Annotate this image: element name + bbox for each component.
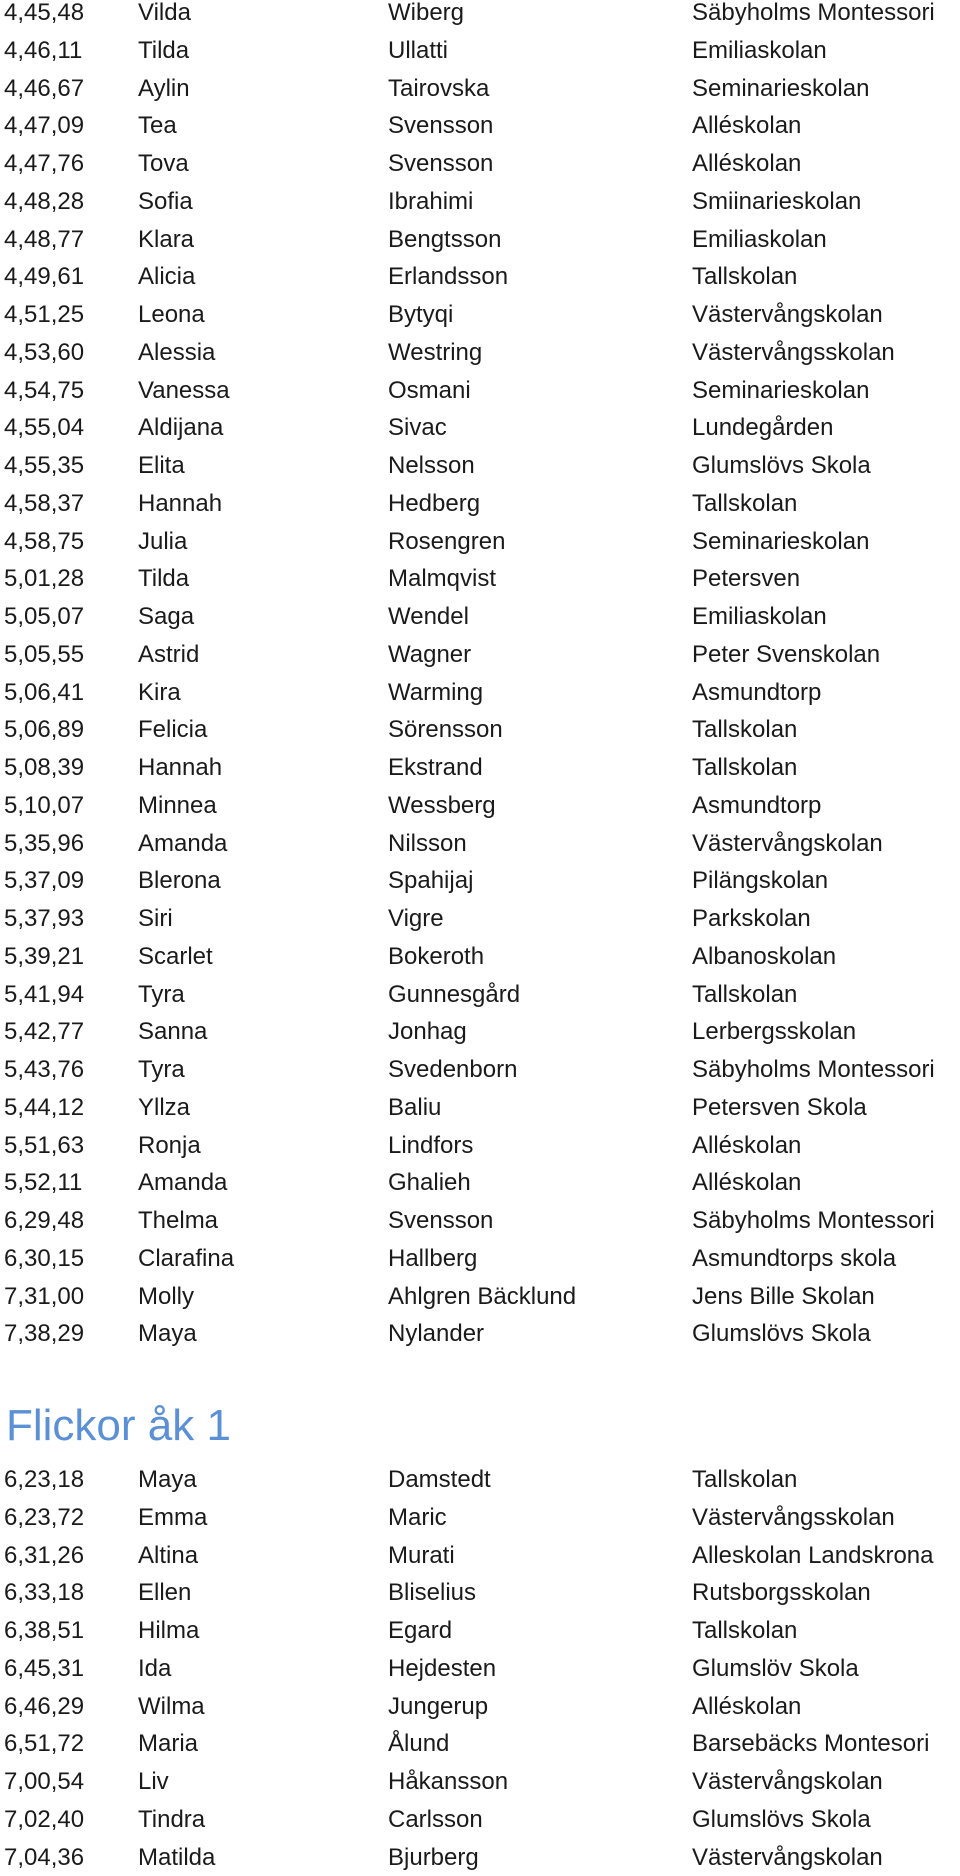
- table-row: [0, 598, 960, 636]
- school-name: Parkskolan: [692, 900, 811, 938]
- table-row: [0, 70, 960, 108]
- result-time: 7,38,29: [4, 1315, 84, 1353]
- last-name: Spahijaj: [388, 862, 473, 900]
- first-name: Tova: [138, 145, 189, 183]
- table-row: [0, 825, 960, 863]
- last-name: Wiberg: [388, 0, 464, 32]
- last-name: Carlsson: [388, 1801, 483, 1839]
- school-name: Tallskolan: [692, 749, 797, 787]
- school-name: Lundegården: [692, 409, 833, 447]
- table-row: [0, 183, 960, 221]
- result-time: 4,58,37: [4, 485, 84, 523]
- table-row: [0, 1240, 960, 1278]
- first-name: Ellen: [138, 1574, 191, 1612]
- result-time: 4,51,25: [4, 296, 84, 334]
- table-row: [0, 1164, 960, 1202]
- table-row: [0, 1051, 960, 1089]
- result-time: 7,00,54: [4, 1763, 84, 1801]
- table-row: [0, 447, 960, 485]
- result-time: 7,04,36: [4, 1839, 84, 1876]
- first-name: Sanna: [138, 1013, 207, 1051]
- school-name: Smiinarieskolan: [692, 183, 861, 221]
- school-name: Glumslövs Skola: [692, 447, 871, 485]
- table-row: [0, 1725, 960, 1763]
- school-name: Säbyholms Montessori: [692, 0, 935, 32]
- school-name: Emiliaskolan: [692, 598, 827, 636]
- result-time: 5,37,09: [4, 862, 84, 900]
- school-name: Petersven Skola: [692, 1089, 867, 1127]
- first-name: Felicia: [138, 711, 207, 749]
- last-name: Svedenborn: [388, 1051, 517, 1089]
- result-time: 4,47,09: [4, 107, 84, 145]
- table-row: [0, 523, 960, 561]
- result-time: 5,44,12: [4, 1089, 84, 1127]
- school-name: Glumslövs Skola: [692, 1801, 871, 1839]
- table-row: [0, 862, 960, 900]
- last-name: Gunnesgård: [388, 976, 520, 1014]
- first-name: Kira: [138, 674, 181, 712]
- school-name: Emiliaskolan: [692, 221, 827, 259]
- table-row: [0, 32, 960, 70]
- school-name: Glumslöv Skola: [692, 1650, 859, 1688]
- result-time: 5,41,94: [4, 976, 84, 1014]
- result-time: 5,51,63: [4, 1127, 84, 1165]
- school-name: Alleskolan Landskrona: [692, 1537, 934, 1575]
- result-time: 4,54,75: [4, 372, 84, 410]
- first-name: Ronja: [138, 1127, 201, 1165]
- table-row: [0, 334, 960, 372]
- first-name: Saga: [138, 598, 194, 636]
- first-name: Aylin: [138, 70, 190, 108]
- last-name: Nelsson: [388, 447, 475, 485]
- school-name: Tallskolan: [692, 485, 797, 523]
- first-name: Astrid: [138, 636, 199, 674]
- result-time: 5,05,55: [4, 636, 84, 674]
- school-name: Asmundtorp: [692, 674, 821, 712]
- school-name: Säbyholms Montessori: [692, 1051, 935, 1089]
- first-name: Klara: [138, 221, 194, 259]
- first-name: Amanda: [138, 825, 227, 863]
- first-name: Julia: [138, 523, 187, 561]
- last-name: Wendel: [388, 598, 469, 636]
- school-name: Asmundtorp: [692, 787, 821, 825]
- last-name: Vigre: [388, 900, 444, 938]
- table-row: [0, 1839, 960, 1876]
- last-name: Damstedt: [388, 1461, 491, 1499]
- table-row: [0, 1013, 960, 1051]
- table-row: [0, 1202, 960, 1240]
- school-name: Emiliaskolan: [692, 32, 827, 70]
- first-name: Tilda: [138, 560, 189, 598]
- table-row: [0, 1315, 960, 1353]
- result-time: 4,55,04: [4, 409, 84, 447]
- result-time: 5,10,07: [4, 787, 84, 825]
- first-name: Minnea: [138, 787, 217, 825]
- result-time: 5,06,89: [4, 711, 84, 749]
- table-row: [0, 1499, 960, 1537]
- table-row: [0, 976, 960, 1014]
- last-name: Osmani: [388, 372, 471, 410]
- first-name: Clarafina: [138, 1240, 234, 1278]
- last-name: Nylander: [388, 1315, 484, 1353]
- school-name: Seminarieskolan: [692, 70, 869, 108]
- school-name: Seminarieskolan: [692, 372, 869, 410]
- school-name: Västervångsskolan: [692, 1499, 895, 1537]
- first-name: Leona: [138, 296, 205, 334]
- last-name: Hejdesten: [388, 1650, 496, 1688]
- school-name: Lerbergsskolan: [692, 1013, 856, 1051]
- result-time: 4,48,77: [4, 221, 84, 259]
- first-name: Yllza: [138, 1089, 190, 1127]
- table-row: [0, 1461, 960, 1499]
- last-name: Tairovska: [388, 70, 489, 108]
- last-name: Ullatti: [388, 32, 448, 70]
- school-name: Rutsborgsskolan: [692, 1574, 871, 1612]
- last-name: Jungerup: [388, 1688, 488, 1726]
- last-name: Jonhag: [388, 1013, 467, 1051]
- table-row: [0, 636, 960, 674]
- school-name: Västervångskolan: [692, 1839, 883, 1876]
- table-row: [0, 372, 960, 410]
- result-time: 5,42,77: [4, 1013, 84, 1051]
- first-name: Wilma: [138, 1688, 205, 1726]
- result-time: 5,52,11: [4, 1164, 82, 1202]
- table-row: [0, 1127, 960, 1165]
- first-name: Blerona: [138, 862, 221, 900]
- table-row: [0, 674, 960, 712]
- table-row: [0, 485, 960, 523]
- result-time: 7,31,00: [4, 1278, 84, 1316]
- first-name: Siri: [138, 900, 173, 938]
- last-name: Bengtsson: [388, 221, 501, 259]
- last-name: Lindfors: [388, 1127, 473, 1165]
- school-name: Alléskolan: [692, 1688, 801, 1726]
- result-time: 4,46,11: [4, 32, 82, 70]
- first-name: Sofia: [138, 183, 193, 221]
- school-name: Glumslövs Skola: [692, 1315, 871, 1353]
- result-time: 4,48,28: [4, 183, 84, 221]
- school-name: Tallskolan: [692, 1612, 797, 1650]
- first-name: Emma: [138, 1499, 207, 1537]
- result-time: 7,02,40: [4, 1801, 84, 1839]
- table-row: [0, 107, 960, 145]
- result-time: 5,06,41: [4, 674, 84, 712]
- last-name: Ålund: [388, 1725, 449, 1763]
- table-row: [0, 749, 960, 787]
- last-name: Wessberg: [388, 787, 496, 825]
- table-row: [0, 1650, 960, 1688]
- school-name: Seminarieskolan: [692, 523, 869, 561]
- first-name: Thelma: [138, 1202, 218, 1240]
- first-name: Ida: [138, 1650, 171, 1688]
- last-name: Svensson: [388, 107, 493, 145]
- table-row: [0, 0, 960, 32]
- first-name: Matilda: [138, 1839, 215, 1876]
- result-time: 5,37,93: [4, 900, 84, 938]
- result-time: 4,49,61: [4, 258, 84, 296]
- first-name: Alicia: [138, 258, 195, 296]
- school-name: Säbyholms Montessori: [692, 1202, 935, 1240]
- last-name: Egard: [388, 1612, 452, 1650]
- table-row: [0, 1612, 960, 1650]
- result-time: 5,01,28: [4, 560, 84, 598]
- table-row: [0, 1537, 960, 1575]
- school-name: Tallskolan: [692, 976, 797, 1014]
- last-name: Bokeroth: [388, 938, 484, 976]
- table-row: [0, 560, 960, 598]
- result-time: 5,39,21: [4, 938, 84, 976]
- result-time: 4,53,60: [4, 334, 84, 372]
- first-name: Altina: [138, 1537, 198, 1575]
- first-name: Tyra: [138, 976, 185, 1014]
- first-name: Tindra: [138, 1801, 205, 1839]
- result-time: 4,45,48: [4, 0, 84, 32]
- result-time: 6,45,31: [4, 1650, 84, 1688]
- first-name: Alessia: [138, 334, 215, 372]
- school-name: Pilängskolan: [692, 862, 828, 900]
- table-row: [0, 145, 960, 183]
- table-row: [0, 1089, 960, 1127]
- last-name: Baliu: [388, 1089, 441, 1127]
- first-name: Hannah: [138, 485, 222, 523]
- school-name: Tallskolan: [692, 258, 797, 296]
- last-name: Hedberg: [388, 485, 480, 523]
- table-row: [0, 711, 960, 749]
- school-name: Alléskolan: [692, 1164, 801, 1202]
- table-row: [0, 1278, 960, 1316]
- result-time: 4,47,76: [4, 145, 84, 183]
- table-row: [0, 258, 960, 296]
- table-row: [0, 1574, 960, 1612]
- school-name: Jens Bille Skolan: [692, 1278, 875, 1316]
- last-name: Bytyqi: [388, 296, 453, 334]
- school-name: Alléskolan: [692, 1127, 801, 1165]
- last-name: Malmqvist: [388, 560, 496, 598]
- school-name: Petersven: [692, 560, 800, 598]
- results-table-flickor-ak-1: [0, 1461, 960, 1876]
- school-name: Västervångskolan: [692, 825, 883, 863]
- school-name: Alléskolan: [692, 107, 801, 145]
- last-name: Wagner: [388, 636, 471, 674]
- first-name: Tyra: [138, 1051, 185, 1089]
- school-name: Peter Svenskolan: [692, 636, 880, 674]
- last-name: Bliselius: [388, 1574, 476, 1612]
- last-name: Ekstrand: [388, 749, 483, 787]
- result-time: 5,35,96: [4, 825, 84, 863]
- result-time: 6,51,72: [4, 1725, 84, 1763]
- result-time: 5,05,07: [4, 598, 84, 636]
- school-name: Asmundtorps skola: [692, 1240, 896, 1278]
- table-row: [0, 900, 960, 938]
- school-name: Alléskolan: [692, 145, 801, 183]
- result-time: 4,55,35: [4, 447, 84, 485]
- first-name: Tilda: [138, 32, 189, 70]
- last-name: Sörensson: [388, 711, 503, 749]
- first-name: Aldijana: [138, 409, 223, 447]
- result-time: 5,43,76: [4, 1051, 84, 1089]
- first-name: Maya: [138, 1461, 197, 1499]
- section-heading-flickor-ak-1: Flickor åk 1: [6, 1396, 231, 1456]
- table-row: [0, 296, 960, 334]
- school-name: Västervångskolan: [692, 296, 883, 334]
- first-name: Vanessa: [138, 372, 230, 410]
- result-time: 6,29,48: [4, 1202, 84, 1240]
- last-name: Nilsson: [388, 825, 467, 863]
- last-name: Bjurberg: [388, 1839, 479, 1876]
- table-row: [0, 221, 960, 259]
- first-name: Hilma: [138, 1612, 199, 1650]
- table-row: [0, 1763, 960, 1801]
- school-name: Albanoskolan: [692, 938, 836, 976]
- last-name: Erlandsson: [388, 258, 508, 296]
- result-time: 6,23,18: [4, 1461, 84, 1499]
- result-time: 4,46,67: [4, 70, 84, 108]
- result-time: 6,30,15: [4, 1240, 84, 1278]
- last-name: Rosengren: [388, 523, 505, 561]
- last-name: Murati: [388, 1537, 455, 1575]
- result-time: 4,58,75: [4, 523, 84, 561]
- last-name: Maric: [388, 1499, 447, 1537]
- table-row: [0, 1688, 960, 1726]
- first-name: Tea: [138, 107, 177, 145]
- first-name: Liv: [138, 1763, 169, 1801]
- last-name: Håkansson: [388, 1763, 508, 1801]
- result-time: 5,08,39: [4, 749, 84, 787]
- last-name: Westring: [388, 334, 482, 372]
- table-row: [0, 787, 960, 825]
- last-name: Svensson: [388, 145, 493, 183]
- school-name: Tallskolan: [692, 711, 797, 749]
- result-time: 6,33,18: [4, 1574, 84, 1612]
- first-name: Maria: [138, 1725, 198, 1763]
- table-row: [0, 938, 960, 976]
- last-name: Ghalieh: [388, 1164, 471, 1202]
- table-row: [0, 1801, 960, 1839]
- first-name: Elita: [138, 447, 185, 485]
- school-name: Barsebäcks Montesori: [692, 1725, 929, 1763]
- last-name: Svensson: [388, 1202, 493, 1240]
- first-name: Hannah: [138, 749, 222, 787]
- last-name: Sivac: [388, 409, 447, 447]
- table-row: [0, 409, 960, 447]
- school-name: Västervångskolan: [692, 1763, 883, 1801]
- school-name: Tallskolan: [692, 1461, 797, 1499]
- last-name: Ahlgren Bäcklund: [388, 1278, 576, 1316]
- result-time: 6,23,72: [4, 1499, 84, 1537]
- first-name: Vilda: [138, 0, 191, 32]
- first-name: Molly: [138, 1278, 194, 1316]
- first-name: Scarlet: [138, 938, 213, 976]
- school-name: Västervångsskolan: [692, 334, 895, 372]
- result-time: 6,46,29: [4, 1688, 84, 1726]
- last-name: Hallberg: [388, 1240, 477, 1278]
- first-name: Amanda: [138, 1164, 227, 1202]
- first-name: Maya: [138, 1315, 197, 1353]
- last-name: Ibrahimi: [388, 183, 473, 221]
- result-time: 6,31,26: [4, 1537, 84, 1575]
- last-name: Warming: [388, 674, 483, 712]
- result-time: 6,38,51: [4, 1612, 84, 1650]
